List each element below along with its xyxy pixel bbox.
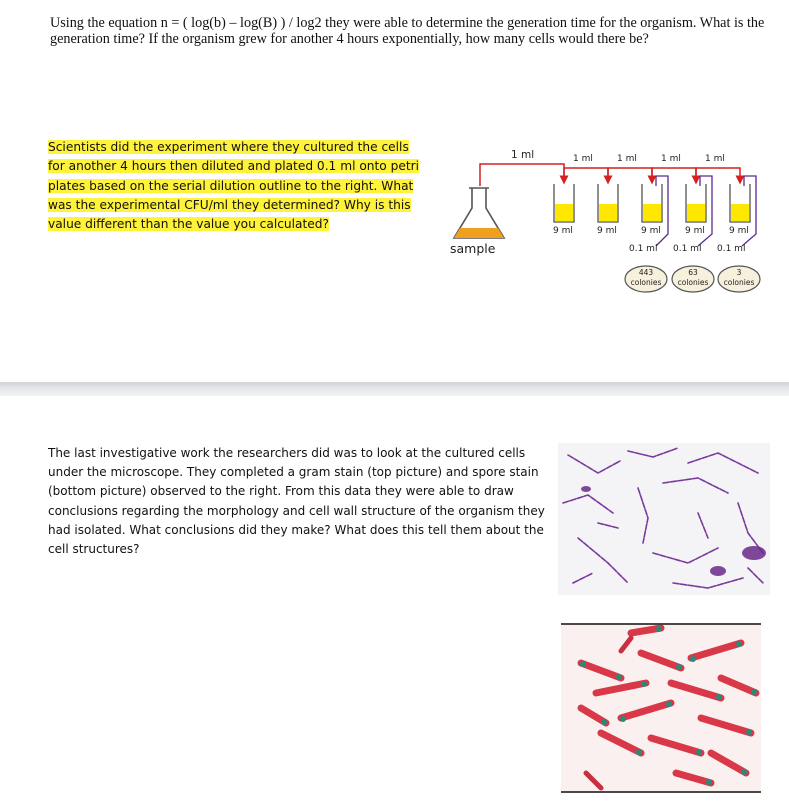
colony-count: 443 xyxy=(638,268,654,277)
plated-volume-label: 0.1 ml xyxy=(673,244,702,254)
spore-stain-micrograph xyxy=(561,623,761,793)
transfer-label-first: 1 ml xyxy=(511,149,535,161)
experiment-question xyxy=(48,138,420,234)
transfer-arrow xyxy=(696,168,740,180)
colony-unit: colonies xyxy=(723,278,755,287)
dilution-tube xyxy=(642,184,662,222)
transfer-label: 1 ml xyxy=(617,154,637,164)
colony-unit: colonies xyxy=(677,278,709,287)
microscopy-question: The last investigative work the researchers did was to look at the cultured cells under the microscope. They completed a gram stain (top picture) and spore stain (bottom picture) observed to the right. From this data they were able to draw conclusions regarding the morphology and cell wall structure of the organism they had isolated. What conclusions did they make? What does this tell them about the cell structures? xyxy=(48,446,545,557)
gram-stain-micrograph xyxy=(558,443,770,595)
sample-label: sample xyxy=(450,241,496,256)
page-separator xyxy=(0,382,789,396)
transfer-arrow xyxy=(652,168,696,180)
dilution-tube xyxy=(730,184,750,222)
colony-unit: colonies xyxy=(630,278,662,287)
tube-volume-label: 9 ml xyxy=(685,226,705,236)
dilution-tube xyxy=(598,184,618,222)
transfer-label: 1 ml xyxy=(661,154,681,164)
sample-flask xyxy=(454,188,504,238)
transfer-arrow-sample xyxy=(480,164,564,186)
plated-volume-label: 0.1 ml xyxy=(629,244,658,254)
flask-liquid xyxy=(454,228,504,238)
petri-plate xyxy=(625,266,667,292)
transfer-label: 1 ml xyxy=(705,154,725,164)
generation-time-question: Using the equation n = ( log(b) – log(B) ) / log2 they were able to determine the generation time for the organism. What is the generation time? If the organism grew for another 4 hours exponentially, how many cells would there be? xyxy=(50,15,765,47)
tube-volume-label: 9 ml xyxy=(729,226,749,236)
dilution-tube xyxy=(686,184,706,222)
petri-plate xyxy=(718,266,760,292)
transfer-label: 1 ml xyxy=(573,154,593,164)
highlighted-text: Scientists did the experiment where they cultured the cells for another 4 hours then diluted and plated 0.1 ml onto petri plates based on the serial dilution outline to the right. What was the experimental CFU/ml they determined? Why is this value different than the value you calculated? xyxy=(48,140,420,232)
transfer-arrow xyxy=(608,168,652,180)
colony-count: 63 xyxy=(688,268,698,277)
tube-volume-label: 9 ml xyxy=(597,226,617,236)
transfer-arrow xyxy=(564,168,608,180)
dilution-tube xyxy=(554,184,574,222)
petri-plate xyxy=(672,266,714,292)
tube-volume-label: 9 ml xyxy=(553,226,573,236)
tube-volume-label: 9 ml xyxy=(641,226,661,236)
plated-volume-label: 0.1 ml xyxy=(717,244,746,254)
colony-count: 3 xyxy=(736,268,742,277)
serial-dilution-diagram xyxy=(440,142,770,302)
